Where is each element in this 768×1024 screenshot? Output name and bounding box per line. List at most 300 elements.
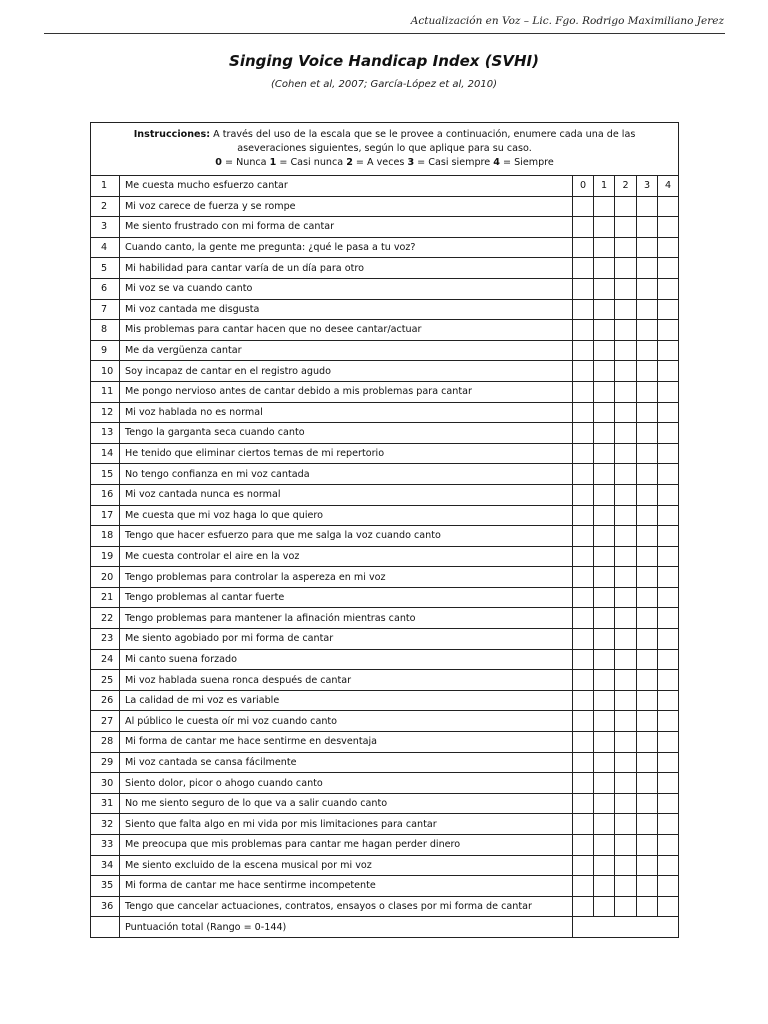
item-row [91, 814, 679, 835]
item-number: 27 [91, 711, 120, 732]
scale-value: 0 [215, 157, 222, 168]
score-cell[interactable] [594, 464, 615, 485]
score-cell[interactable] [573, 752, 594, 773]
item-statement: Me da vergüenza cantar [120, 340, 573, 361]
score-cell[interactable] [615, 299, 637, 320]
item-statement: Tengo que hacer esfuerzo para que me salga la voz cuando canto [120, 526, 573, 547]
score-cell[interactable] [615, 217, 637, 238]
score-cell[interactable] [658, 608, 679, 629]
score-cell[interactable] [573, 464, 594, 485]
score-cell[interactable] [637, 320, 658, 341]
score-cell[interactable] [658, 484, 679, 505]
score-cell[interactable] [615, 855, 637, 876]
score-cell[interactable] [615, 381, 637, 402]
total-score-row [91, 917, 679, 938]
score-cell[interactable] [594, 690, 615, 711]
item-row [91, 876, 679, 897]
item-number: 36 [91, 896, 120, 917]
scale-label: = A veces [352, 157, 408, 168]
item-row [91, 217, 679, 238]
score-cell[interactable] [573, 546, 594, 567]
score-cell[interactable] [615, 752, 637, 773]
score-cell[interactable] [658, 299, 679, 320]
item-statement: He tenido que eliminar ciertos temas de mi repertorio [120, 443, 573, 464]
item-row [91, 546, 679, 567]
score-cell[interactable] [637, 690, 658, 711]
item-statement: Al público le cuesta oír mi voz cuando canto [120, 711, 573, 732]
item-number: 9 [91, 340, 120, 361]
score-cell[interactable] [637, 340, 658, 361]
item-statement: Me pongo nervioso antes de cantar debido a mis problemas para cantar [120, 381, 573, 402]
item-number: 35 [91, 876, 120, 897]
score-cell[interactable] [615, 361, 637, 382]
score-cell[interactable] [637, 237, 658, 258]
score-cell[interactable] [573, 773, 594, 794]
score-cell[interactable] [615, 876, 637, 897]
score-cell[interactable] [658, 732, 679, 753]
score-cell[interactable] [637, 443, 658, 464]
scale-value: 1 [269, 157, 277, 168]
score-cell[interactable] [573, 361, 594, 382]
score-cell[interactable] [637, 608, 658, 629]
score-cell[interactable] [615, 608, 637, 629]
score-cell[interactable] [615, 896, 637, 917]
scale-label: = Siempre [499, 157, 554, 168]
item-statement: Tengo problemas al cantar fuerte [120, 587, 573, 608]
score-cell[interactable] [573, 814, 594, 835]
score-cell[interactable] [637, 752, 658, 773]
item-statement: No me siento seguro de lo que va a salir cuando canto [120, 793, 573, 814]
item-statement: Mi voz cantada me disgusta [120, 299, 573, 320]
score-cell[interactable] [637, 773, 658, 794]
item-statement: Siento que falta algo en mi vida por mis limitaciones para cantar [120, 814, 573, 835]
item-statement: Me siento frustrado con mi forma de cantar [120, 217, 573, 238]
item-statement: Me siento agobiado por mi forma de cantar [120, 629, 573, 650]
item-number: 22 [91, 608, 120, 629]
score-cell[interactable] [573, 649, 594, 670]
score-cell[interactable] [637, 196, 658, 217]
item-number: 25 [91, 670, 120, 691]
item-row [91, 526, 679, 547]
score-cell[interactable] [637, 876, 658, 897]
score-cell[interactable] [658, 320, 679, 341]
item-statement: Mi canto suena forzado [120, 649, 573, 670]
score-cell[interactable] [637, 855, 658, 876]
score-cell[interactable] [615, 629, 637, 650]
item-row [91, 752, 679, 773]
score-cell[interactable] [615, 814, 637, 835]
score-cell[interactable] [594, 814, 615, 835]
item-row [91, 587, 679, 608]
item-row [91, 258, 679, 279]
item-number: 16 [91, 484, 120, 505]
score-cell[interactable] [637, 526, 658, 547]
item-statement: Mi voz carece de fuerza y se rompe [120, 196, 573, 217]
score-cell[interactable] [594, 876, 615, 897]
score-cell[interactable] [573, 278, 594, 299]
score-cell[interactable] [658, 526, 679, 547]
item-row [91, 670, 679, 691]
item-row [91, 690, 679, 711]
score-cell[interactable] [573, 320, 594, 341]
score-cell[interactable] [594, 237, 615, 258]
score-cell[interactable] [658, 752, 679, 773]
score-cell[interactable] [573, 608, 594, 629]
score-cell[interactable] [658, 835, 679, 856]
svhi-questionnaire-table [90, 122, 679, 938]
item-statement: La calidad de mi voz es variable [120, 690, 573, 711]
item-row [91, 402, 679, 423]
score-cell[interactable] [615, 237, 637, 258]
score-cell[interactable] [615, 793, 637, 814]
score-cell[interactable] [658, 649, 679, 670]
item-number: 14 [91, 443, 120, 464]
score-cell[interactable] [658, 567, 679, 588]
item-number: 8 [91, 320, 120, 341]
item-row [91, 340, 679, 361]
item-row [91, 793, 679, 814]
item-number: 17 [91, 505, 120, 526]
item-statement: Mi voz cantada se cansa fácilmente [120, 752, 573, 773]
item-row [91, 196, 679, 217]
item-statement: Me cuesta que mi voz haga lo que quiero [120, 505, 573, 526]
score-cell[interactable] [573, 876, 594, 897]
score-cell[interactable] [658, 361, 679, 382]
score-cell[interactable] [637, 217, 658, 238]
score-cell[interactable] [615, 587, 637, 608]
item-number: 1 [91, 176, 120, 197]
item-statement: Mi habilidad para cantar varía de un día para otro [120, 258, 573, 279]
score-cell[interactable] [658, 896, 679, 917]
score-cell[interactable] [573, 629, 594, 650]
score-cell[interactable] [615, 340, 637, 361]
score-cell[interactable] [573, 340, 594, 361]
item-row [91, 443, 679, 464]
scale-value: 4 [493, 157, 500, 168]
score-cell[interactable] [573, 237, 594, 258]
score-cell[interactable] [594, 402, 615, 423]
item-number: 34 [91, 855, 120, 876]
score-cell[interactable] [637, 732, 658, 753]
item-row [91, 484, 679, 505]
score-cell[interactable] [615, 258, 637, 279]
score-cell[interactable] [573, 217, 594, 238]
score-cell[interactable] [658, 814, 679, 835]
score-cell[interactable] [658, 546, 679, 567]
item-row [91, 608, 679, 629]
score-cell[interactable] [573, 732, 594, 753]
item-number: 28 [91, 732, 120, 753]
score-cell[interactable] [573, 258, 594, 279]
item-statement: Mi voz hablada no es normal [120, 402, 573, 423]
score-cell[interactable] [573, 443, 594, 464]
score-column-header: 0 [573, 176, 594, 197]
score-cell[interactable] [615, 546, 637, 567]
score-cell[interactable] [594, 381, 615, 402]
item-number: 33 [91, 835, 120, 856]
item-row [91, 855, 679, 876]
score-cell[interactable] [573, 381, 594, 402]
scale-value: 3 [407, 157, 415, 168]
item-row [91, 278, 679, 299]
item-statement: Mi voz cantada nunca es normal [120, 484, 573, 505]
item-number: 5 [91, 258, 120, 279]
document-citation: (Cohen et al, 2007; García-López et al, 2010) [270, 79, 497, 90]
score-cell[interactable] [594, 217, 615, 238]
header-rule [44, 33, 725, 34]
score-cell[interactable] [658, 464, 679, 485]
score-cell[interactable] [658, 381, 679, 402]
item-row [91, 835, 679, 856]
item-number: 18 [91, 526, 120, 547]
score-cell[interactable] [573, 670, 594, 691]
score-cell[interactable] [573, 587, 594, 608]
score-cell[interactable] [594, 443, 615, 464]
score-cell[interactable] [658, 690, 679, 711]
score-column-header: 2 [615, 176, 637, 197]
scale-label: = Casi nunca [276, 157, 347, 168]
item-number: 31 [91, 793, 120, 814]
score-cell[interactable] [637, 484, 658, 505]
score-cell[interactable] [594, 732, 615, 753]
score-cell[interactable] [637, 587, 658, 608]
item-number: 20 [91, 567, 120, 588]
score-cell[interactable] [615, 690, 637, 711]
score-column-header: 4 [658, 176, 679, 197]
score-cell[interactable] [658, 196, 679, 217]
score-cell[interactable] [615, 670, 637, 691]
item-statement: Mi voz se va cuando canto [120, 278, 573, 299]
score-cell[interactable] [658, 443, 679, 464]
score-cell[interactable] [615, 402, 637, 423]
instructions-cell [91, 123, 679, 176]
score-cell[interactable] [594, 608, 615, 629]
item-number: 24 [91, 649, 120, 670]
item-row [91, 649, 679, 670]
item-row [91, 505, 679, 526]
score-cell[interactable] [594, 896, 615, 917]
score-cell[interactable] [573, 526, 594, 547]
score-cell[interactable] [594, 752, 615, 773]
score-cell[interactable] [637, 629, 658, 650]
score-cell[interactable] [594, 711, 615, 732]
score-cell[interactable] [637, 711, 658, 732]
response-scale [215, 157, 554, 168]
item-number: 19 [91, 546, 120, 567]
score-cell[interactable] [637, 361, 658, 382]
instructions-body: A través del uso de la escala que se le provee a continuación, enumere cada una de las aseveraciones siguientes, según lo que aplique para su caso. [210, 129, 636, 154]
item-number: 30 [91, 773, 120, 794]
score-cell[interactable] [637, 835, 658, 856]
score-cell[interactable] [573, 423, 594, 444]
item-statement: Siento dolor, picor o ahogo cuando canto [120, 773, 573, 794]
item-statement: Tengo problemas para controlar la aspereza en mi voz [120, 567, 573, 588]
score-cell[interactable] [615, 278, 637, 299]
score-cell[interactable] [573, 835, 594, 856]
score-cell[interactable] [594, 855, 615, 876]
score-cell[interactable] [573, 567, 594, 588]
score-cell[interactable] [573, 690, 594, 711]
score-cell[interactable] [594, 505, 615, 526]
score-cell[interactable] [658, 423, 679, 444]
score-cell[interactable] [637, 793, 658, 814]
score-cell[interactable] [594, 361, 615, 382]
score-cell[interactable] [615, 773, 637, 794]
total-score-label: Puntuación total (Rango = 0-144) [120, 917, 573, 938]
item-number: 2 [91, 196, 120, 217]
score-cell[interactable] [637, 649, 658, 670]
score-cell[interactable] [594, 546, 615, 567]
score-cell[interactable] [637, 299, 658, 320]
item-row [91, 732, 679, 753]
score-cell[interactable] [573, 505, 594, 526]
score-cell[interactable] [658, 505, 679, 526]
item-row [91, 423, 679, 444]
score-cell[interactable] [615, 732, 637, 753]
scale-value: 2 [346, 157, 353, 168]
score-cell[interactable] [573, 299, 594, 320]
score-cell[interactable] [615, 835, 637, 856]
item-statement: Mi forma de cantar me hace sentirme en desventaja [120, 732, 573, 753]
score-cell[interactable] [594, 258, 615, 279]
score-cell[interactable] [637, 278, 658, 299]
score-cell[interactable] [658, 711, 679, 732]
score-cell[interactable] [594, 793, 615, 814]
score-cell[interactable] [658, 629, 679, 650]
score-cell[interactable] [594, 773, 615, 794]
score-cell[interactable] [573, 402, 594, 423]
item-row [91, 361, 679, 382]
score-cell[interactable] [594, 567, 615, 588]
score-cell[interactable] [594, 587, 615, 608]
item-statement: Tengo problemas para mantener la afinación mientras canto [120, 608, 573, 629]
score-cell[interactable] [615, 443, 637, 464]
score-cell[interactable] [573, 793, 594, 814]
score-cell[interactable] [658, 217, 679, 238]
score-cell[interactable] [658, 258, 679, 279]
score-cell[interactable] [594, 196, 615, 217]
score-cell[interactable] [594, 320, 615, 341]
score-cell[interactable] [615, 649, 637, 670]
score-cell[interactable] [573, 896, 594, 917]
document-title: Singing Voice Handicap Index (SVHI) [229, 52, 539, 70]
item-row [91, 237, 679, 258]
score-cell[interactable] [594, 629, 615, 650]
item-statement: Mi forma de cantar me hace sentirme incompetente [120, 876, 573, 897]
item-row [91, 464, 679, 485]
item-number: 4 [91, 237, 120, 258]
score-cell[interactable] [615, 196, 637, 217]
score-cell[interactable] [658, 855, 679, 876]
score-cell[interactable] [658, 587, 679, 608]
score-cell[interactable] [637, 546, 658, 567]
score-cell[interactable] [637, 814, 658, 835]
score-cell[interactable] [594, 670, 615, 691]
item-statement: Mis problemas para cantar hacen que no desee cantar/actuar [120, 320, 573, 341]
item-row [91, 320, 679, 341]
score-cell[interactable] [594, 526, 615, 547]
score-cell[interactable] [615, 320, 637, 341]
score-cell[interactable] [658, 237, 679, 258]
score-cell[interactable] [637, 381, 658, 402]
score-cell[interactable] [637, 258, 658, 279]
score-cell[interactable] [594, 649, 615, 670]
item-number: 23 [91, 629, 120, 650]
item-statement: Tengo la garganta seca cuando canto [120, 423, 573, 444]
score-cell[interactable] [637, 464, 658, 485]
score-cell[interactable] [658, 340, 679, 361]
item-number: 11 [91, 381, 120, 402]
score-cell[interactable] [573, 711, 594, 732]
score-cell[interactable] [637, 505, 658, 526]
score-cell[interactable] [637, 567, 658, 588]
running-header: Actualización en Voz – Lic. Fgo. Rodrigo Maximiliano Jerez [410, 15, 724, 27]
score-cell[interactable] [573, 484, 594, 505]
item-row [91, 711, 679, 732]
score-cell[interactable] [594, 423, 615, 444]
score-cell[interactable] [615, 711, 637, 732]
item-number: 7 [91, 299, 120, 320]
scale-label: = Nunca [221, 157, 270, 168]
score-cell[interactable] [637, 402, 658, 423]
total-score-cell[interactable] [573, 917, 679, 938]
score-column-header: 3 [637, 176, 658, 197]
instructions-label: Instrucciones: [133, 129, 211, 140]
score-cell[interactable] [594, 340, 615, 361]
item-number: 13 [91, 423, 120, 444]
item-statement: Me preocupa que mis problemas para cantar me hagan perder dinero [120, 835, 573, 856]
instructions-text [134, 129, 636, 154]
score-cell[interactable] [658, 402, 679, 423]
score-cell[interactable] [637, 670, 658, 691]
score-cell[interactable] [658, 670, 679, 691]
item-statement: Me siento excluido de la escena musical por mi voz [120, 855, 573, 876]
item-number: 6 [91, 278, 120, 299]
score-cell[interactable] [594, 278, 615, 299]
score-cell[interactable] [615, 464, 637, 485]
score-cell[interactable] [658, 773, 679, 794]
item-number: 26 [91, 690, 120, 711]
item-statement: Tengo que cancelar actuaciones, contratos, ensayos o clases por mi forma de cantar [120, 896, 573, 917]
item-number: 15 [91, 464, 120, 485]
score-cell[interactable] [615, 423, 637, 444]
item-row [91, 299, 679, 320]
item-row [91, 567, 679, 588]
item-number: 10 [91, 361, 120, 382]
score-cell[interactable] [637, 896, 658, 917]
item-statement: Cuando canto, la gente me pregunta: ¿qué le pasa a tu voz? [120, 237, 573, 258]
score-cell[interactable] [658, 876, 679, 897]
score-cell[interactable] [594, 484, 615, 505]
score-cell[interactable] [615, 567, 637, 588]
score-cell[interactable] [594, 299, 615, 320]
score-cell[interactable] [637, 423, 658, 444]
score-cell[interactable] [594, 835, 615, 856]
item-row [91, 773, 679, 794]
score-cell[interactable] [615, 505, 637, 526]
score-cell[interactable] [573, 855, 594, 876]
item-statement: Me cuesta controlar el aire en la voz [120, 546, 573, 567]
score-cell[interactable] [658, 793, 679, 814]
score-cell[interactable] [658, 278, 679, 299]
item-number: 21 [91, 587, 120, 608]
item-number: 32 [91, 814, 120, 835]
score-cell[interactable] [615, 484, 637, 505]
score-cell[interactable] [573, 196, 594, 217]
item-number: 12 [91, 402, 120, 423]
item-number: 29 [91, 752, 120, 773]
score-cell[interactable] [615, 526, 637, 547]
